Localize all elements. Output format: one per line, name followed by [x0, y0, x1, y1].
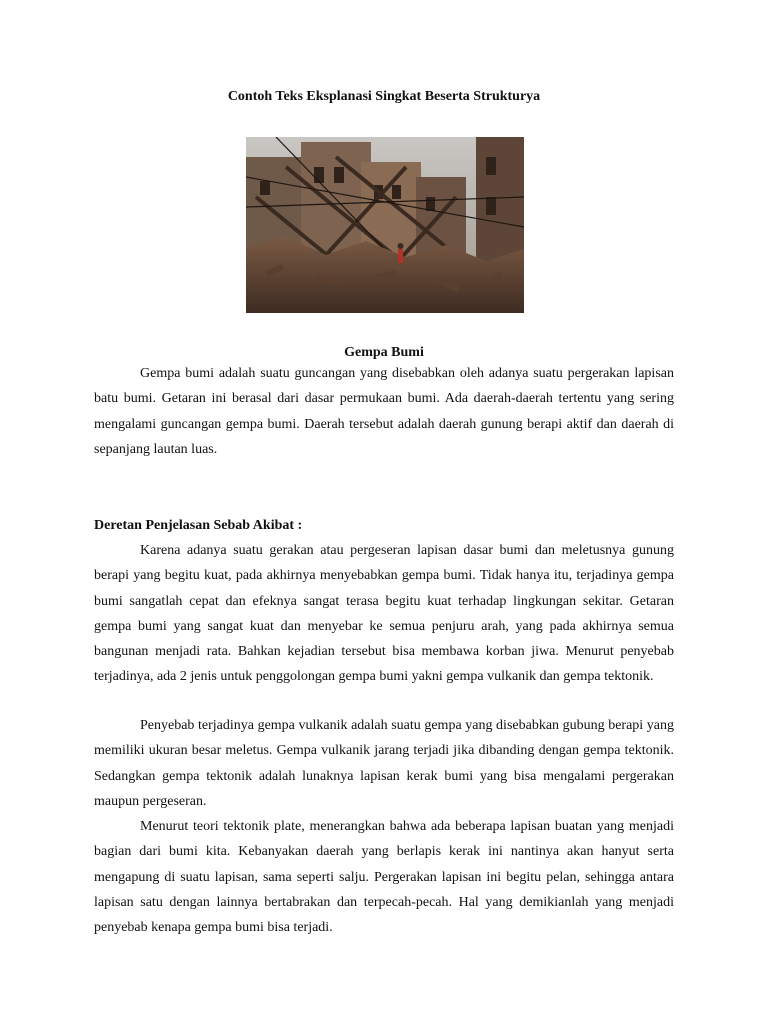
sub-heading: Deretan Penjelasan Sebab Akibat : [94, 518, 303, 533]
paragraph-tectonic: Menurut teori tektonik plate, menerangkan bahwa ada beberapa lapisan buatan yang menjadi bagian dari bumi kita. Kebanyakan daerah yang berlapis kerak ini nantinya akan hanyut serta mengapung di suatu lapisan, sama seperti salju. Pergerakan lapisan ini begitu pelan, sehingga antara lapisan satu dengan lainnya bertabrakan dan terpecah-pecah. Hal yang demikianlah yang menjadi penyebab kenapa gempa bumi bisa terjadi. [94, 819, 674, 936]
earthquake-rubble-photo [246, 137, 524, 313]
paragraph-cause-effect: Karena adanya suatu gerakan atau pergeseran lapisan dasar bumi dan meletusnya gunung berapi yang begitu kuat, pada akhirnya menyebabkan gempa bumi. Tidak hanya itu, terjadinya gempa bumi sangatlah cepat dan efeknya sangat terasa begitu kuat terhadap lingkungan sekitar. Getaran gempa bumi yang sangat kuat dan menyebar ke semua penjuru arah, yang pada akhirnya semua bangunan menjadi rata. Bahkan kejadian tersebut bisa membawa korban jiwa. Menurut penyebab terjadinya, ada 2 jenis untuk penggolongan gempa bumi yakni gempa vulkanik dan gempa tektonik. [94, 543, 674, 685]
intro-paragraph: Gempa bumi adalah suatu guncangan yang disebabkan oleh adanya suatu pergerakan lapisan batu bumi. Getaran ini berasal dari dasar permukaan bumi. Ada daerah-daerah tertentu yang sering mengalami guncangan gempa bumi. Daerah tersebut adalah daerah gunung berapi aktif dan daerah di sepanjang lautan luas. [94, 366, 674, 457]
section-title: Gempa Bumi [344, 345, 424, 360]
document-title: Contoh Teks Eksplanasi Singkat Beserta Strukturya [227, 89, 541, 104]
paragraph-volcanic: Penyebab terjadinya gempa vulkanik adalah suatu gempa yang disebabkan gubung berapi yang memiliki ukuran besar meletus. Gempa vulkanik jarang terjadi jika dibanding dengan gempa tektonik. Sedangkan gempa tektonik adalah lunaknya lapisan kerak bumi yang bisa mengalami pergerakan maupun pergeseran. [94, 718, 674, 809]
